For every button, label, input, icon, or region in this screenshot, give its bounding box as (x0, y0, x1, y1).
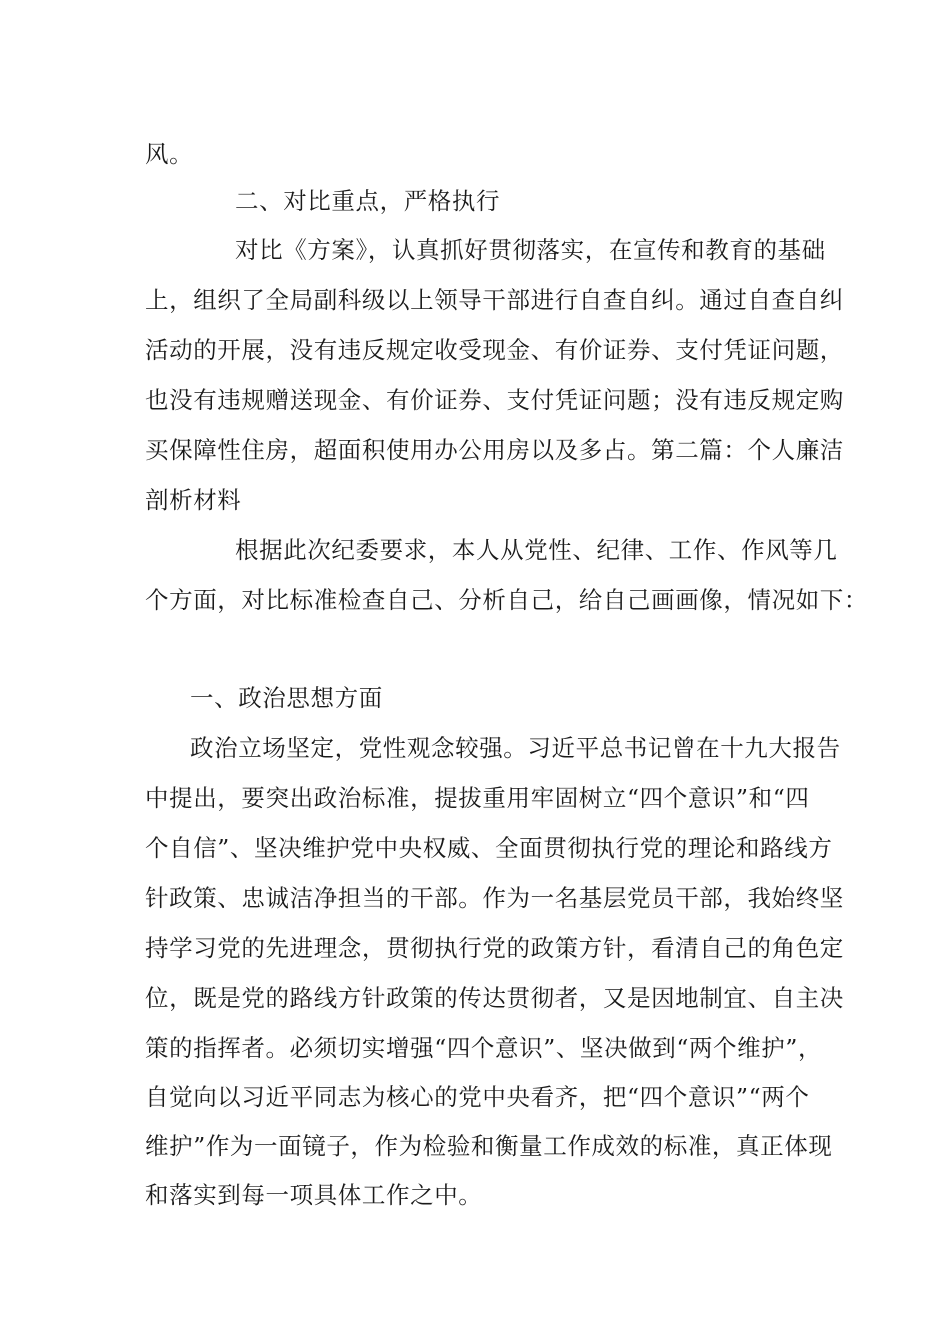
text-line: 维护”作为一面镜子，作为检验和衡量工作成效的标准，真正体现 (145, 1132, 833, 1160)
section-heading: 一、政治思想方面 (190, 684, 383, 712)
text-line: 上，组织了全局副科级以上领导干部进行自查自纠。通过自查自纠 (145, 286, 844, 314)
text-line: 活动的开展，没有违反规定收受现金、有价证券、支付凭证问题， (145, 336, 844, 364)
text-line: 位，既是党的路线方针政策的传达贯彻者，又是因地制宜、自主决 (145, 984, 844, 1012)
text-line: 风。 (145, 140, 194, 168)
text-line: 剖析材料 (145, 486, 242, 514)
text-line: 对比《方案》，认真抓好贯彻落实，在宣传和教育的基础 (235, 236, 826, 264)
text-line: 自觉向以习近平同志为核心的党中央看齐，把“四个意识”“两个 (145, 1083, 810, 1111)
text-line: 个自信”、坚决维护党中央权威、全面贯彻执行党的理论和路线方 (145, 834, 833, 862)
text-line: 政治立场坚定，党性观念较强。习近平总书记曾在十九大报告 (190, 734, 841, 762)
text-line: 个方面，对比标准检查自己、分析自己，给自己画画像，情况如下： (145, 586, 868, 614)
text-line: 中提出，要突出政治标准，提拔重用牢固树立“四个意识”和“四 (145, 784, 810, 812)
section-heading: 二、对比重点，严格执行 (235, 187, 501, 215)
text-line: 策的指挥者。必须切实增强“四个意识”、坚决做到“两个维护”， (145, 1034, 823, 1062)
text-line: 和落实到每一项具体工作之中。 (145, 1181, 483, 1209)
text-line: 根据此次纪委要求，本人从党性、纪律、工作、作风等几 (235, 536, 838, 564)
text-line: 持学习党的先进理念，贯彻执行党的政策方针，看清自己的角色定 (145, 934, 844, 962)
text-line: 针政策、忠诚洁净担当的干部。作为一名基层党员干部，我始终坚 (145, 884, 844, 912)
text-line: 也没有违规赠送现金、有价证券、支付凭证问题；没有违反规定购 (145, 386, 844, 414)
text-line: 买保障性住房，超面积使用办公用房以及多占。第二篇：个人廉洁 (145, 436, 844, 464)
